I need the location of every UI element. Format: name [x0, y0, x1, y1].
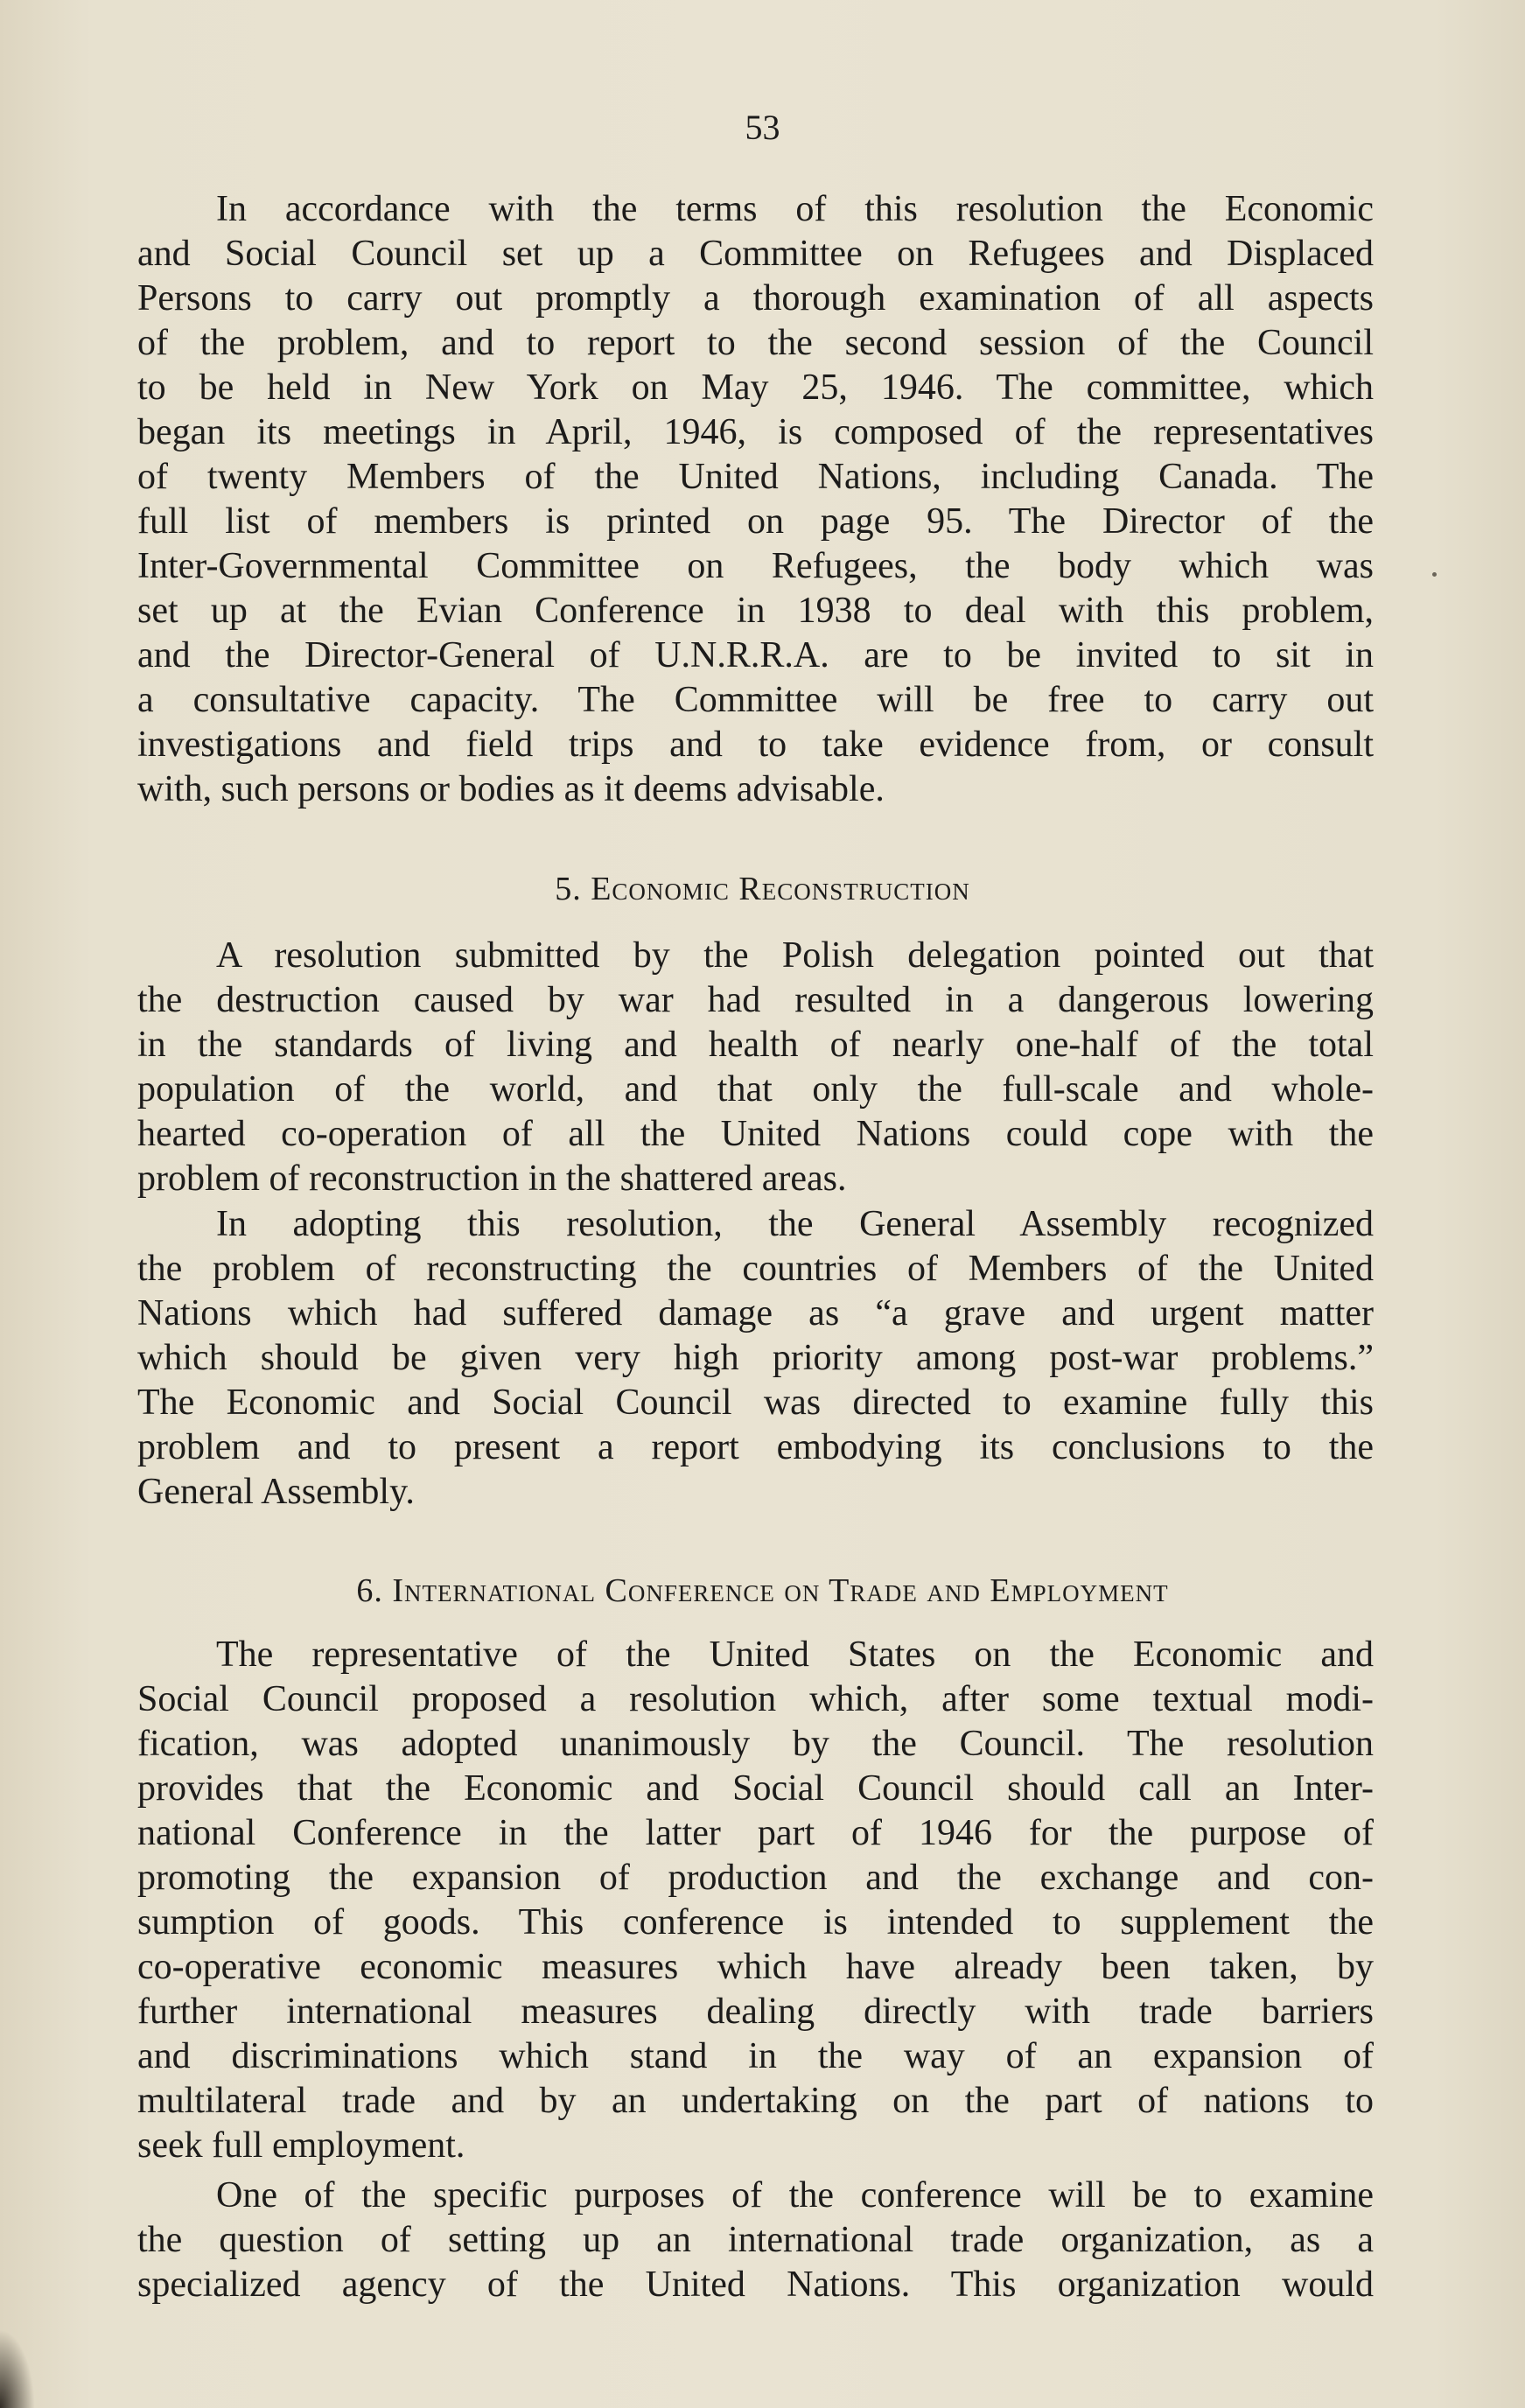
text-line: began its meetings in April, 1946, is composed of the representatives [137, 412, 1374, 452]
text-line: investigations and field trips and to take evidence from, or consult [137, 724, 1374, 765]
text-line: One of the specific purposes of the conference will be to examine [216, 2175, 1374, 2216]
text-line: the problem of reconstructing the countries of Members of the United [137, 1249, 1374, 1289]
text-line: with, such persons or bodies as it deems advisable. [137, 769, 885, 809]
text-line: multilateral trade and by an undertaking on the part of nations to [137, 2081, 1374, 2121]
text-line: and the Director-General of U.N.R.R.A. are to be invited to sit in [137, 635, 1374, 676]
text-line: Nations which had suffered damage as “a grave and urgent matter [137, 1293, 1374, 1334]
text-line: full list of members is printed on page 95. The Director of the [137, 501, 1374, 542]
text-line: Social Council proposed a resolution which, after some textual modi- [137, 1679, 1374, 1719]
text-line: to be held in New York on May 25, 1946. The committee, which [137, 368, 1374, 408]
paragraph-polish-resolution [137, 934, 1374, 1201]
text-line: national Conference in the latter part of 1946 for the purpose of [137, 1813, 1374, 1853]
text-line: of twenty Members of the United Nations, including Canada. The [137, 457, 1374, 497]
text-line: In accordance with the terms of this resolution the Economic [216, 189, 1374, 229]
text-line: a consultative capacity. The Committee will be free to carry out [137, 680, 1374, 720]
page-edge-shadow [0, 2329, 35, 2408]
text-line: provides that the Economic and Social Council should call an Inter- [137, 1768, 1374, 1809]
text-line: and discriminations which stand in the way of an expansion of [137, 2036, 1374, 2076]
text-line: co-operative economic measures which have already been taken, by [137, 1947, 1374, 1987]
text-line: further international measures dealing directly with trade barriers [137, 1992, 1374, 2032]
section-heading-trade-employment: 6. International Conference on Trade and Employment [356, 1572, 1169, 1609]
paragraph-us-proposal [137, 1633, 1374, 2168]
paragraph-refugees-committee [137, 187, 1374, 812]
text-line: set up at the Evian Conference in 1938 to deal with this problem, [137, 591, 1374, 631]
text-line: population of the world, and that only the full-scale and whole- [137, 1069, 1374, 1110]
text-line: A resolution submitted by the Polish delegation pointed out that [216, 935, 1374, 976]
paper-speck [1432, 572, 1437, 577]
text-line: the question of setting up an international trade organization, as a [137, 2220, 1374, 2260]
text-line: problem of reconstruction in the shattered areas. [137, 1158, 847, 1199]
paragraph-general-assembly [137, 1202, 1374, 1515]
text-line: fication, was adopted unanimously by the Council. The resolution [137, 1724, 1374, 1764]
text-line: seek full employment. [137, 2125, 465, 2166]
text-line: Inter-Governmental Committee on Refugees, the body which was [137, 546, 1374, 586]
text-line: General Assembly. [137, 1472, 415, 1512]
page-number: 53 [745, 108, 780, 147]
text-line: in the standards of living and health of nearly one-half of the total [137, 1025, 1374, 1065]
text-line: of the problem, and to report to the second session of the Council [137, 323, 1374, 363]
text-line: promoting the expansion of production and the exchange and con- [137, 1858, 1374, 1898]
text-line: the destruction caused by war had resulted in a dangerous lowering [137, 980, 1374, 1020]
text-line: The representative of the United States on the Economic and [216, 1634, 1374, 1675]
paragraph-trade-organization [137, 2174, 1374, 2307]
text-line: and Social Council set up a Committee on Refugees and Displaced [137, 234, 1374, 274]
text-line: hearted co-operation of all the United Nations could cope with the [137, 1114, 1374, 1154]
text-line: The Economic and Social Council was directed to examine fully this [137, 1382, 1374, 1423]
text-line: In adopting this resolution, the General Assembly recognized [216, 1204, 1374, 1244]
text-line: problem and to present a report embodying its conclusions to the [137, 1427, 1374, 1467]
section-heading-economic-reconstruction: 5. Economic Reconstruction [555, 871, 970, 907]
text-line: sumption of goods. This conference is intended to supplement the [137, 1902, 1374, 1942]
text-line: specialized agency of the United Nations. This organization would [137, 2264, 1374, 2305]
text-line: Persons to carry out promptly a thorough examination of all aspects [137, 278, 1374, 318]
text-line: which should be given very high priority among post-war problems.” [137, 1338, 1374, 1378]
